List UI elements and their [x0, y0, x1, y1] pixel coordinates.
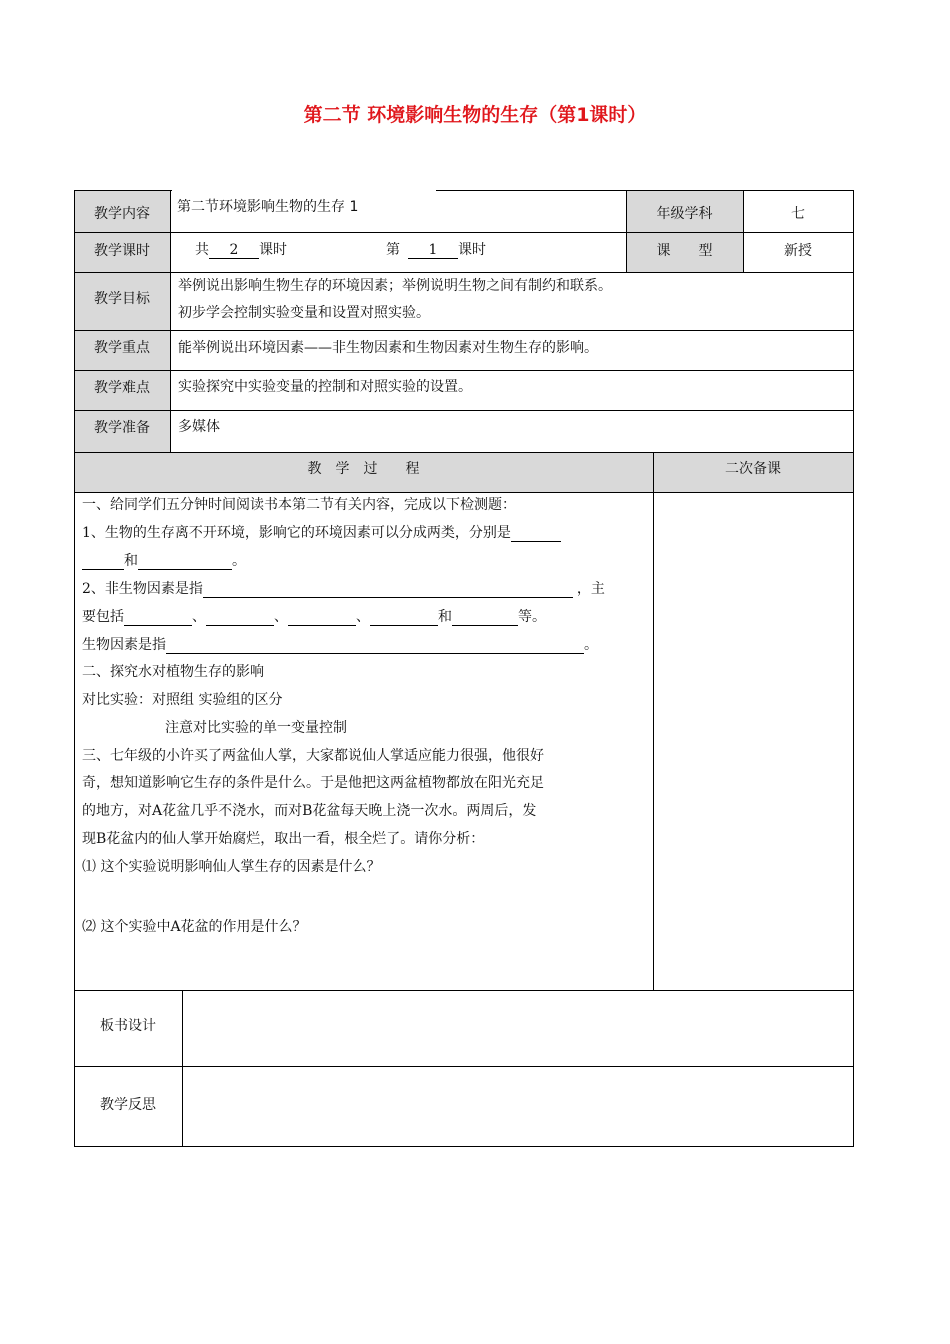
blank	[206, 609, 274, 626]
label-board-design: 板书设计	[100, 1018, 156, 1034]
question-1: ⑴ 这个实验说明影响仙人掌生存的因素是什么？	[82, 859, 381, 875]
page-title: 第二节 环境影响生物的生存（第1课时）	[303, 104, 647, 126]
process-line-3-end: 。	[232, 553, 246, 569]
label-hours: 教学课时	[94, 243, 150, 259]
grid-line	[182, 990, 183, 1147]
value-difficulty: 实验探究中实验变量的控制和对照实验的设置。	[178, 379, 472, 395]
label-focus: 教学重点	[94, 340, 150, 356]
grid-line	[74, 190, 75, 1147]
blank	[288, 609, 356, 626]
blank	[138, 553, 232, 570]
hours-total	[195, 239, 287, 259]
blank	[124, 609, 192, 626]
sep: 、	[192, 609, 206, 625]
grid-line	[74, 232, 854, 233]
process-line-13: 现B花盆内的仙人掌开始腐烂，取出一看，根全烂了。请你分析：	[82, 831, 485, 847]
blank	[511, 525, 561, 542]
grid-line	[653, 452, 654, 990]
hours-total-prefix: 共	[195, 242, 209, 258]
grid-line	[74, 990, 854, 991]
value-prep: 多媒体	[178, 419, 220, 435]
label-type: 课 型	[656, 243, 713, 259]
process-line-3	[82, 550, 246, 570]
hours-index-suffix: 课时	[458, 242, 486, 258]
blank	[452, 609, 518, 626]
process-line-7: 二、探究水对植物生存的影响	[82, 664, 264, 680]
value-grade: 七	[791, 206, 805, 222]
grid-line	[74, 370, 854, 371]
process-line-5-end: 等。	[518, 609, 546, 625]
grid-line	[74, 190, 172, 191]
label-grade: 年级学科	[656, 206, 713, 222]
process-line-4-text: 2、非生物因素是指	[82, 581, 203, 597]
goal-line-2: 初步学会控制实验变量和设置对照实验。	[178, 305, 430, 321]
sep: 、	[356, 609, 370, 625]
value-type: 新授	[784, 243, 812, 259]
blank	[166, 637, 584, 654]
process-line-5-text: 要包括	[82, 609, 124, 625]
process-line-3-and: 和	[124, 553, 138, 569]
process-line-6	[82, 634, 598, 654]
process-line-8: 对比实验：对照组 实验组的区分	[82, 692, 283, 708]
process-line-12: 的地方，对A花盆几乎不浇水，而对B花盆每天晚上浇一次水。两周后，发	[82, 803, 537, 819]
process-line-4-end: ，主	[576, 581, 605, 597]
grid-line	[74, 1146, 854, 1147]
process-line-5	[82, 606, 546, 626]
process-line-1: 一、给同学们五分钟时间阅读书本第二节有关内容，完成以下检测题：	[82, 497, 516, 513]
grid-line	[74, 452, 854, 453]
grid-line	[74, 272, 854, 273]
process-line-11: 奇，想知道影响它生存的条件是什么。于是他把这两盆植物都放在阳光充足	[82, 775, 544, 791]
blank	[203, 581, 573, 598]
process-line-2	[82, 522, 561, 542]
grid-line	[74, 1066, 854, 1067]
process-line-6-end: 。	[584, 637, 598, 653]
process-header: 教 学 过 程	[307, 461, 420, 477]
label-goal: 教学目标	[94, 291, 150, 307]
process-line-2-text: 1、生物的生存离不开环境，影响它的环境因素可以分成两类，分别是	[82, 525, 511, 541]
process-line-4	[82, 578, 605, 598]
label-reflection: 教学反思	[100, 1097, 156, 1113]
grid-line	[74, 410, 854, 411]
hours-total-suffix: 课时	[259, 242, 287, 258]
value-focus: 能举例说出环境因素——非生物因素和生物因素对生物生存的影响。	[178, 340, 598, 356]
process-line-10: 三、七年级的小许买了两盆仙人掌，大家都说仙人掌适应能力很强，他很好	[82, 748, 544, 764]
value-content: 第二节环境影响生物的生存 1	[177, 199, 359, 215]
sep: 、	[274, 609, 288, 625]
backup-header: 二次备课	[725, 461, 781, 477]
label-prep: 教学准备	[94, 420, 150, 436]
grid-line	[436, 190, 854, 191]
goal-line-1: 举例说出影响生物生存的环境因素；举例说明生物之间有制约和联系。	[178, 278, 612, 294]
blank	[82, 553, 124, 570]
grid-line	[170, 190, 171, 452]
label-content: 教学内容	[94, 206, 150, 222]
grid-line	[853, 190, 854, 1147]
grid-line	[74, 492, 854, 493]
process-line-5-and: 和	[438, 609, 452, 625]
hours-total-value: 2	[209, 242, 259, 259]
hours-index	[386, 239, 486, 259]
process-line-9: 注意对比实验的单一变量控制	[165, 720, 347, 736]
process-line-6-text: 生物因素是指	[82, 637, 166, 653]
hours-index-value: 1	[408, 242, 458, 259]
question-2: ⑵ 这个实验中A花盆的作用是什么？	[82, 919, 307, 935]
hours-index-prefix: 第	[386, 242, 400, 258]
label-difficulty: 教学难点	[94, 380, 150, 396]
grid-line	[74, 330, 854, 331]
blank	[370, 609, 438, 626]
